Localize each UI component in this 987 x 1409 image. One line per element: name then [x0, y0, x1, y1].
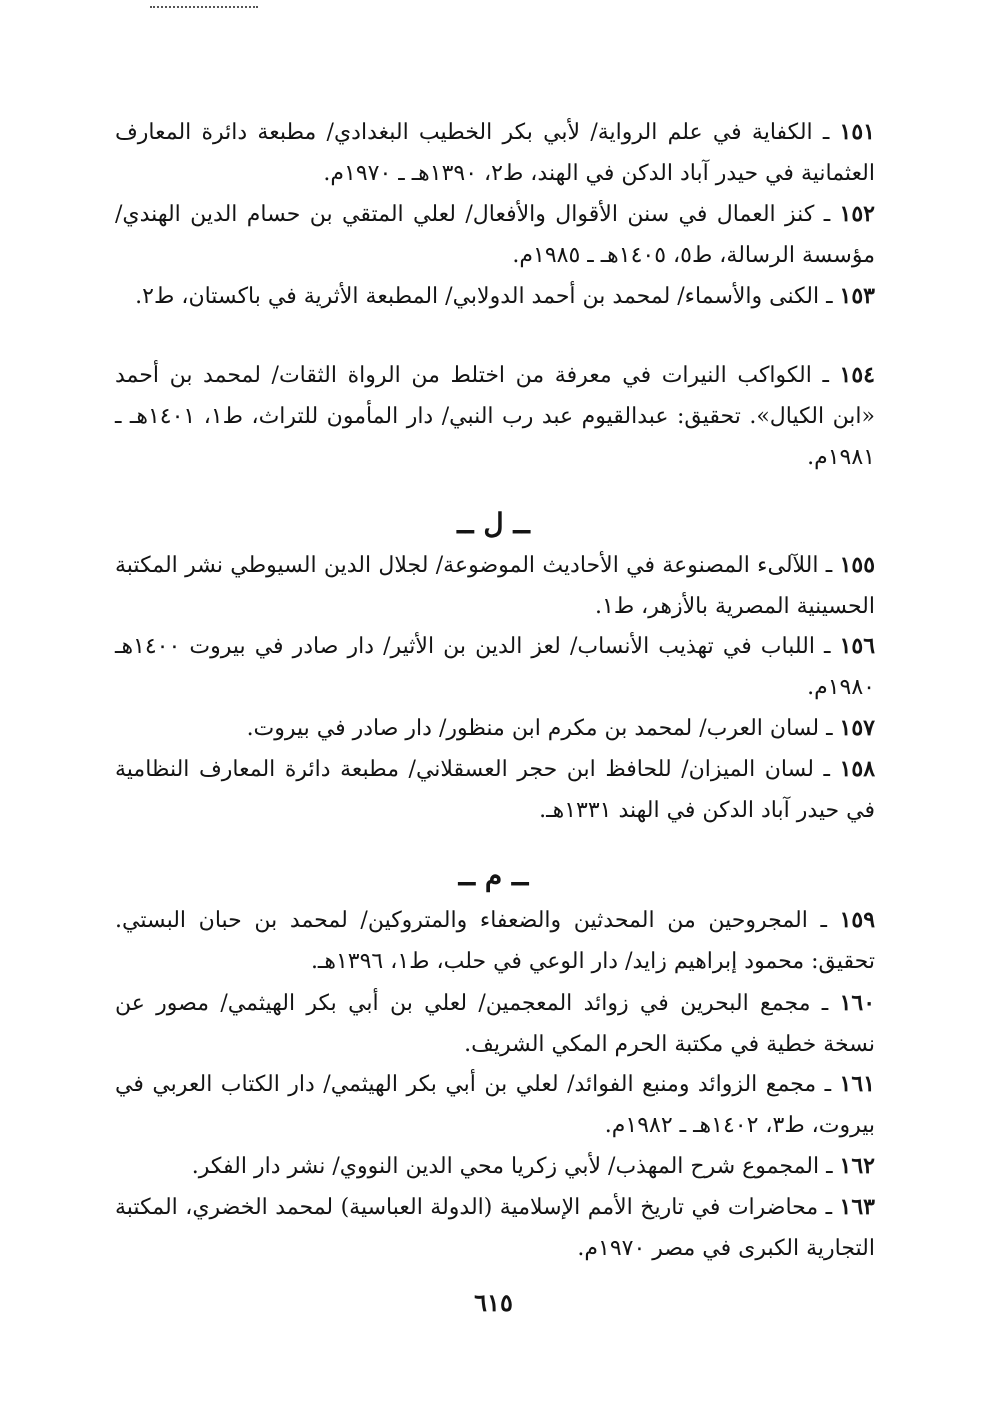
- entry-number: ١٦١: [839, 1071, 875, 1097]
- entry-text: المجروحين من المحدثين والضعفاء والمتروكين/ لمحمد بن حبان البستي. تحقيق: محمود إبراهيم زايد/ دار الوعي في حلب، ط١، ١٣٩٦هـ.: [115, 908, 875, 974]
- page-number: ٦١٥: [474, 1288, 513, 1317]
- entry-number: ١٦٢: [839, 1153, 875, 1179]
- entry-text: المجموع شرح المهذب/ لأبي زكريا محي الدين النووي/ نشر دار الفكر.: [191, 1154, 820, 1179]
- entry-154: ١٥٤ ـ الكواكب النيرات في معرفة من اختلط من الرواة الثقات/ لمحمد بن أحمد «ابن الكيال». تحقيق: عبدالقيوم عبد رب النبي/ دار المأمون للتراث، ط١، ١٤٠١هـ ـ ١٩٨١م.: [115, 362, 876, 470]
- entry-text: محاضرات في تاريخ الأمم الإسلامية (الدولة العباسية) لمحمد الخضري، المكتبة التجارية الكبرى في مصر ١٩٧٠م.: [115, 1195, 875, 1261]
- entry-153: ١٥٣ ـ الكنى والأسماء/ لمحمد بن أحمد الدولابي/ المطبعة الأثرية في باكستان، ط٢.: [135, 283, 875, 309]
- entry-number: ١٥١: [839, 119, 875, 145]
- entry-152: ١٥٢ ـ كنز العمال في سنن الأقوال والأفعال/ لعلي المتقي بن حسام الدين الهندي/ مؤسسة الرسالة، ط٥، ١٤٠٥هـ ـ ١٩٨٥م.: [115, 201, 875, 268]
- section-heading-mim: ــ م ــ: [458, 859, 529, 892]
- entry-number: ١٥٨: [839, 756, 876, 782]
- entry-text: مجمع الزوائد ومنبع الفوائد/ لعلي بن أبي بكر الهيثمي/ دار الكتاب العربي في بيروت، ط٣، ١٤٠٢هـ ـ ١٩٨٢م.: [115, 1072, 875, 1138]
- entry-157: ١٥٧ ـ لسان العرب/ لمحمد بن مكرم ابن منظور/ دار صادر في بيروت.: [246, 715, 875, 741]
- entry-number: ١٥٩: [839, 907, 876, 933]
- entry-text: اللباب في تهذيب الأنساب/ لعز الدين بن الأثير/ دار صادر في بيروت ١٤٠٠هـ ١٩٨٠م.: [115, 634, 875, 700]
- entry-text: لسان العرب/ لمحمد بن مكرم ابن منظور/ دار صادر في بيروت.: [246, 716, 820, 741]
- entry-text: مجمع البحرين في زوائد المعجمين/ لعلي بن أبي بكر الهيثمي/ مصور عن نسخة خطية في مكتبة الحرم المكي الشريف.: [115, 991, 875, 1057]
- entry-163: ١٦٣ ـ محاضرات في تاريخ الأمم الإسلامية (الدولة العباسية) لمحمد الخضري، المكتبة التجارية الكبرى في مصر ١٩٧٠م.: [115, 1194, 875, 1261]
- entry-number: ١٥٥: [839, 552, 876, 578]
- entry-159: ١٥٩ ـ المجروحين من المحدثين والضعفاء والمتروكين/ لمحمد بن حبان البستي. تحقيق: محمود إبراهيم زايد/ دار الوعي في حلب، ط١، ١٣٩٦هـ.: [115, 907, 876, 974]
- entry-151: ١٥١ ـ الكفاية في علم الرواية/ لأبي بكر الخطيب البغدادي/ مطبعة دائرة المعارف العثمانية في حيدر آباد الدكن في الهند، ط٢، ١٣٩٠هـ ـ ١٩٧٠م.: [115, 119, 875, 186]
- entry-number: ١٥٦: [839, 633, 876, 659]
- top-dotted-rule: [150, 6, 258, 8]
- entry-number: ١٦٣: [839, 1194, 875, 1220]
- entry-number: ١٥٤: [839, 362, 875, 388]
- entry-161: ١٦١ ـ مجمع الزوائد ومنبع الفوائد/ لعلي بن أبي بكر الهيثمي/ دار الكتاب العربي في بيروت، ط٣، ١٤٠٢هـ ـ ١٩٨٢م.: [115, 1071, 875, 1138]
- entry-text: كنز العمال في سنن الأقوال والأفعال/ لعلي المتقي بن حسام الدين الهندي/ مؤسسة الرسالة، ط٥، ١٤٠٥هـ ـ ١٩٨٥م.: [115, 202, 875, 268]
- entry-text: الكفاية في علم الرواية/ لأبي بكر الخطيب البغدادي/ مطبعة دائرة المعارف العثمانية في حيدر آباد الدكن في الهند، ط٢، ١٣٩٠هـ ـ ١٩٧٠م.: [115, 120, 875, 186]
- entry-text: الكواكب النيرات في معرفة من اختلط من الرواة الثقات/ لمحمد بن أحمد «ابن الكيال». تحقيق: عبدالقيوم عبد رب النبي/ دار المأمون للتراث، ط١، ١٤٠١هـ ـ ١٩٨١م.: [115, 363, 876, 470]
- entry-number: ١٦٠: [839, 990, 876, 1016]
- entry-number: ١٥٢: [839, 201, 875, 227]
- section-heading-lam: ــ ل ــ: [457, 507, 530, 540]
- entry-number: ١٥٣: [839, 283, 875, 309]
- entry-160: ١٦٠ ـ مجمع البحرين في زوائد المعجمين/ لعلي بن أبي بكر الهيثمي/ مصور عن نسخة خطية في مكتبة الحرم المكي الشريف.: [115, 990, 876, 1057]
- entry-text: الكنى والأسماء/ لمحمد بن أحمد الدولابي/ المطبعة الأثرية في باكستان، ط٢.: [135, 284, 820, 309]
- entry-158: ١٥٨ ـ لسان الميزان/ للحافظ ابن حجر العسقلاني/ مطبعة دائرة المعارف النظامية في حيدر آباد الدكن في الهند ١٣٣١هـ.: [115, 756, 876, 823]
- entry-155: ١٥٥ ـ اللآلىء المصنوعة في الأحاديث الموضوعة/ لجلال الدين السيوطي نشر المكتبة الحسينية المصرية بالأزهر، ط١.: [115, 552, 876, 619]
- entry-162: ١٦٢ ـ المجموع شرح المهذب/ لأبي زكريا محي الدين النووي/ نشر دار الفكر.: [191, 1153, 875, 1179]
- entry-text: اللآلىء المصنوعة في الأحاديث الموضوعة/ لجلال الدين السيوطي نشر المكتبة الحسينية المصرية بالأزهر، ط١.: [115, 553, 875, 619]
- entry-text: لسان الميزان/ للحافظ ابن حجر العسقلاني/ مطبعة دائرة المعارف النظامية في حيدر آباد الدكن في الهند ١٣٣١هـ.: [115, 757, 875, 823]
- entry-number: ١٥٧: [839, 715, 875, 741]
- entry-156: ١٥٦ ـ اللباب في تهذيب الأنساب/ لعز الدين بن الأثير/ دار صادر في بيروت ١٤٠٠هـ ١٩٨٠م.: [115, 633, 876, 700]
